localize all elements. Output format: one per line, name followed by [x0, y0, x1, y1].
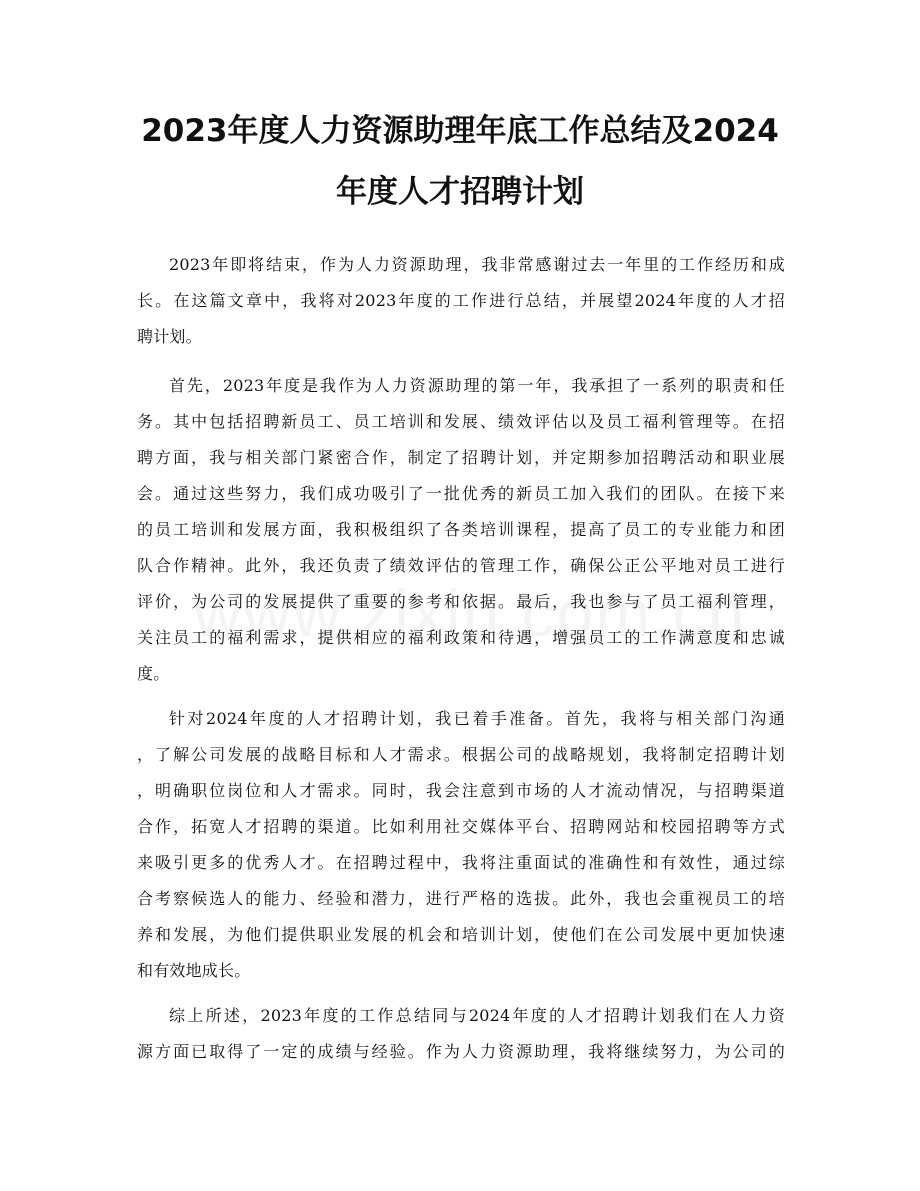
paragraph-3-line: 合考察候选人的能力、经验和潜力，进行严格的选拔。此外，我也会重视员工的培	[137, 889, 785, 908]
paragraph-3-line: ，明确职位岗位和人才需求。同时，我会注意到市场的人才流动情况，与招聘渠道	[137, 781, 785, 800]
paragraph-2-line: 关注员工的福利需求，提供相应的福利政策和待遇，增强员工的工作满意度和忠诚	[137, 628, 785, 647]
paragraph-1-line: 2023年即将结束，作为人力资源助理，我非常感谢过去一年里的工作经历和成	[169, 255, 785, 274]
paragraph-3-line: 和有效地成长。	[137, 961, 251, 980]
paragraph-4-line: 综上所述，2023年度的工作总结同与2024年度的人才招聘计划我们在人力资	[169, 1006, 785, 1025]
paragraph-2-line: 务。其中包括招聘新员工、员工培训和发展、绩效评估以及员工福利管理等。在招	[137, 412, 785, 431]
paragraph-3-line: ，了解公司发展的战略目标和人才需求。根据公司的战略规划，我将制定招聘计划	[137, 745, 785, 764]
document-title-line-1: 2023年度人力资源助理年底工作总结及2024	[141, 113, 779, 149]
paragraph-1-line: 长。在这篇文章中，我将对2023年度的工作进行总结，并展望2024年度的人才招	[137, 291, 785, 310]
paragraph-2-line: 会。通过这些努力，我们成功吸引了一批优秀的新员工加入我们的团队。在接下来	[137, 484, 785, 503]
paragraph-2-line: 的员工培训和发展方面，我积极组织了各类培训课程，提高了员工的专业能力和团	[137, 520, 785, 539]
paragraph-3-line: 来吸引更多的优秀人才。在招聘过程中，我将注重面试的准确性和有效性，通过综	[137, 853, 785, 872]
document-title-line-2: 年度人才招聘计划	[336, 174, 584, 210]
paragraph-1-line: 聘计划。	[137, 327, 202, 346]
paragraph-2-line: 评价，为公司的发展提供了重要的参考和依据。最后，我也参与了员工福利管理，	[137, 592, 785, 611]
paragraph-4-line: 源方面已取得了一定的成绩与经验。作为人力资源助理，我将继续努力，为公司的	[137, 1042, 785, 1061]
paragraph-2-line: 队合作精神。此外，我还负责了绩效评估的管理工作，确保公正公平地对员工进行	[137, 556, 785, 575]
paragraph-3-line: 养和发展，为他们提供职业发展的机会和培训计划，使他们在公司发展中更加快速	[137, 925, 785, 944]
paragraph-2-line: 聘方面，我与相关部门紧密合作，制定了招聘计划，并定期参加招聘活动和职业展	[137, 448, 785, 467]
paragraph-2-line: 度。	[137, 664, 170, 683]
paragraph-3-line: 合作，拓宽人才招聘的渠道。比如利用社交媒体平台、招聘网站和校园招聘等方式	[137, 817, 785, 836]
paragraph-3-line: 针对2024年度的人才招聘计划，我已着手准备。首先，我将与相关部门沟通	[169, 709, 785, 728]
paragraph-2-line: 首先，2023年度是我作为人力资源助理的第一年，我承担了一系列的职责和任	[169, 376, 785, 395]
